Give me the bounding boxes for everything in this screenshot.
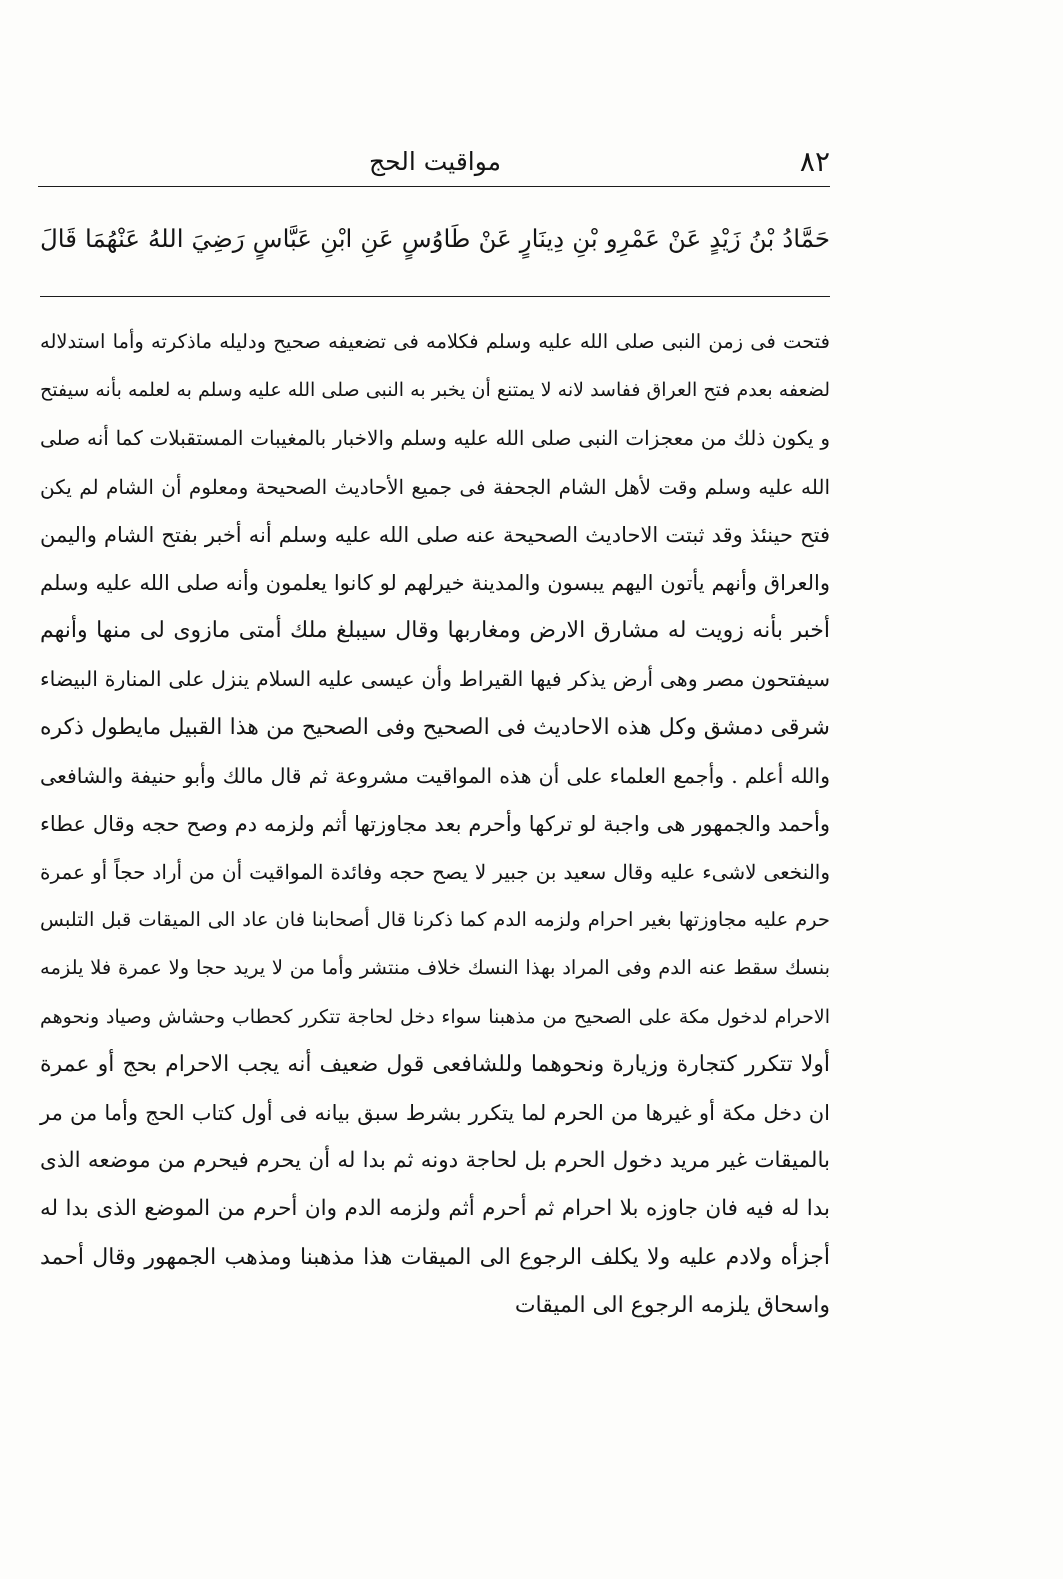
commentary-line: الاحرام لدخول مكة على الصحيح من مذهبنا سواء دخل لحاجة تتكرر كحطاب وحشاش وصياد ونحوهم xyxy=(40,1005,830,1028)
header-rule xyxy=(38,186,830,187)
commentary-line: أجزأه ولادم عليه ولا يكلف الرجوع الى الميقات هذا مذهبنا ومذهب الجمهور وقال أحمد xyxy=(40,1244,830,1270)
commentary-line: وأحمد والجمهور هى واجبة لو تركها وأحرم بعد مجاوزتها أثم ولزمه دم وصح حجه وقال عطاء xyxy=(40,811,830,836)
chapter-title: مواقيت الحج xyxy=(368,147,502,176)
commentary-line: بالميقات غير مريد دخول الحرم بل لحاجة دونه ثم بدا له أن يحرم فيحرم من موضعه الذى xyxy=(40,1148,830,1174)
commentary-line: ان دخل مكة أو غيرها من الحرم لما يتكرر بشرط سبق بيانه فى أول كتاب الحج وأما من مر xyxy=(40,1101,830,1125)
running-header xyxy=(40,142,830,182)
commentary-line: بنسك سقط عنه الدم وفى المراد بهذا النسك خلاف منتشر وأما من لا يريد حجا ولا عمرة فلا يلزمه xyxy=(40,956,830,980)
commentary-line: أخبر بأنه زويت له مشارق الارض ومغاربها وقال سيبلغ ملك أمتى مازوى لى منها وأنهم xyxy=(40,618,830,644)
commentary-line: والنخعى لاشىء عليه وقال سعيد بن جبير لا يصح حجه وفائدة المواقيت أن من أراد حجاً أو عمرة xyxy=(40,860,830,885)
commentary-line: والله أعلم . وأجمع العلماء على أن هذه المواقيت مشروعة ثم قال مالك وأبو حنيفة والشافعى xyxy=(40,763,830,788)
commentary-separator-rule xyxy=(40,296,830,297)
commentary-line: لضعفه بعدم فتح العراق ففاسد لانه لا يمتنع أن يخبر به النبى صلى الله عليه وسلم به لعلمه بأنه سيفتح xyxy=(40,379,830,402)
hadith-text-line: حَمَّادُ بْنُ زَيْدٍ عَنْ عَمْرِو بْنِ دِينَارٍ عَنْ طَاوُسٍ عَنِ ابْنِ عَبَّاسٍ رَضِيَ اللهُ عَنْهُمَا قَالَ xyxy=(40,224,830,253)
commentary-line: بدا له فيه فان جاوزه بلا احرام ثم أحرم أثم ولزمه الدم وان أحرم من الموضع الذى بدا له xyxy=(40,1196,830,1222)
commentary-line: أولا تتكرر كتجارة وزيارة ونحوهما وللشافعى قول ضعيف أنه يجب الاحرام بحج أو عمرة xyxy=(40,1051,830,1077)
commentary-line: فتح حينئذ وقد ثبتت الاحاديث الصحيحة عنه صلى الله عليه وسلم أنه أخبر بفتح الشام واليمن xyxy=(40,522,830,547)
commentary-text xyxy=(40,318,830,1330)
commentary-line: واسحاق يلزمه الرجوع الى الميقات xyxy=(514,1292,830,1318)
commentary-line: و يكون ذلك من معجزات النبى صلى الله عليه وسلم والاخبار بالمغيبات المستقبلات كما أنه صلى xyxy=(40,426,830,451)
commentary-line: سيفتحون مصر وهى أرض يذكر فيها القيراط وأن عيسى عليه السلام ينزل على المنارة البيضاء xyxy=(40,667,830,692)
commentary-line: الله عليه وسلم وقت لأهل الشام الجحفة فى جميع الأحاديث الصحيحة ومعلوم أن الشام لم يكن xyxy=(40,474,830,499)
commentary-line: حرم عليه مجاوزتها بغير احرام ولزمه الدم كما ذكرنا قال أصحابنا فان عاد الى الميقات قبل التلبس xyxy=(40,908,830,932)
commentary-line: والعراق وأنهم يأتون اليهم يبسون والمدينة خيرلهم لو كانوا يعلمون وأنه صلى الله عليه وسلم xyxy=(40,570,830,595)
commentary-line: فتحت فى زمن النبى صلى الله عليه وسلم فكلامه فى تضعيفه صحيح ودليله ماذكرته وأما استدلاله xyxy=(40,330,830,353)
commentary-line: شرقى دمشق وكل هذه الاحاديث فى الصحيح وفى الصحيح من هذا القبيل مايطول ذكره xyxy=(40,714,830,740)
page-number: ٨٢ xyxy=(799,145,830,178)
